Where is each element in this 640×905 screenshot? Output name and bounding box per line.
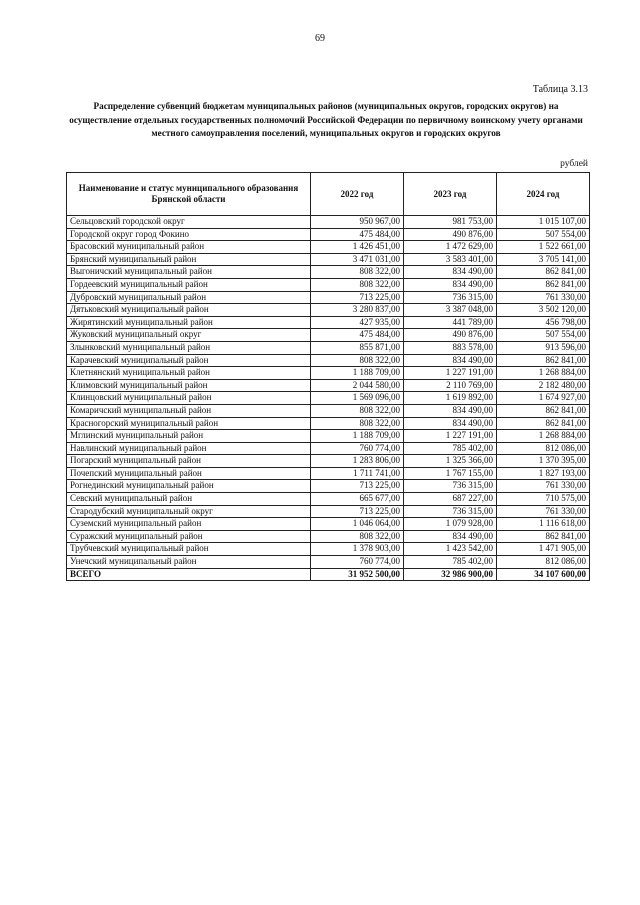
cell-2022: 1 426 451,00	[311, 241, 404, 254]
cell-name: Суражский муниципальный район	[67, 530, 311, 543]
cell-2022: 3 471 031,00	[311, 253, 404, 266]
table-row	[67, 493, 590, 506]
table-row	[67, 556, 590, 569]
cell-2024: 1 268 884,00	[497, 367, 590, 380]
table-row	[67, 430, 590, 443]
cell-2023: 785 402,00	[404, 442, 497, 455]
cell-2023: 1 767 155,00	[404, 467, 497, 480]
cell-2022: 1 188 709,00	[311, 430, 404, 443]
cell-2022: 950 967,00	[311, 216, 404, 229]
cell-2022: 760 774,00	[311, 556, 404, 569]
document-title: Распределение субвенций бюджетам муниципальных районов (муниципальных округов, городских округов) на осуществление отдельных государственных полномочий Российской Федерации по первичному воинскому учету органами местного самоуправления поселений, муниципальных округов и городских округов	[69, 101, 583, 138]
cell-2022: 1 378 903,00	[311, 543, 404, 556]
cell-2023: 3 387 048,00	[404, 304, 497, 317]
table-row	[67, 392, 590, 405]
cell-2022: 713 225,00	[311, 291, 404, 304]
column-header-2024: 2024 год	[497, 173, 590, 216]
table-row	[67, 404, 590, 417]
cell-2024: 761 330,00	[497, 480, 590, 493]
cell-2024: 456 798,00	[497, 316, 590, 329]
cell-2024: 812 086,00	[497, 556, 590, 569]
cell-name: Гордеевский муниципальный район	[67, 278, 311, 291]
table-row	[67, 442, 590, 455]
table-row	[67, 216, 590, 229]
cell-2022: 427 935,00	[311, 316, 404, 329]
cell-2022: 1 188 709,00	[311, 367, 404, 380]
cell-2024: 913 596,00	[497, 341, 590, 354]
cell-2023: 736 315,00	[404, 480, 497, 493]
table-row	[67, 417, 590, 430]
cell-2022: 1 046 064,00	[311, 518, 404, 531]
cell-2022: 713 225,00	[311, 505, 404, 518]
total-2024: 34 107 600,00	[497, 568, 590, 581]
cell-2024: 1 116 618,00	[497, 518, 590, 531]
cell-2022: 808 322,00	[311, 354, 404, 367]
cell-name: Погарский муниципальный район	[67, 455, 311, 468]
cell-2022: 475 484,00	[311, 329, 404, 342]
cell-2024: 2 182 480,00	[497, 379, 590, 392]
table-row	[67, 266, 590, 279]
table-row	[67, 329, 590, 342]
cell-2022: 665 677,00	[311, 493, 404, 506]
cell-name: Городской округ город Фокино	[67, 228, 311, 241]
table-row	[67, 341, 590, 354]
table-row	[67, 505, 590, 518]
cell-name: Климовский муниципальный район	[67, 379, 311, 392]
cell-2023: 441 789,00	[404, 316, 497, 329]
table-row	[67, 291, 590, 304]
cell-2022: 3 280 837,00	[311, 304, 404, 317]
unit-label: рублей	[560, 159, 588, 169]
cell-2023: 834 490,00	[404, 266, 497, 279]
cell-name: Карачевский муниципальный район	[67, 354, 311, 367]
cell-2024: 812 086,00	[497, 442, 590, 455]
total-row	[67, 568, 590, 581]
column-header-2023: 2023 год	[404, 173, 497, 216]
table-row	[67, 530, 590, 543]
cell-2023: 1 325 366,00	[404, 455, 497, 468]
cell-2023: 834 490,00	[404, 354, 497, 367]
cell-2022: 713 225,00	[311, 480, 404, 493]
cell-2023: 490 876,00	[404, 228, 497, 241]
cell-2022: 808 322,00	[311, 404, 404, 417]
table-header-row	[67, 173, 590, 216]
table-body	[67, 216, 590, 581]
cell-2024: 1 674 927,00	[497, 392, 590, 405]
cell-name: Жирятинский муниципальный район	[67, 316, 311, 329]
cell-2022: 855 871,00	[311, 341, 404, 354]
table-row	[67, 543, 590, 556]
table-row	[67, 228, 590, 241]
cell-2024: 507 554,00	[497, 329, 590, 342]
cell-2024: 761 330,00	[497, 505, 590, 518]
cell-2024: 862 841,00	[497, 278, 590, 291]
cell-2022: 808 322,00	[311, 266, 404, 279]
cell-2022: 2 044 580,00	[311, 379, 404, 392]
cell-2023: 2 110 769,00	[404, 379, 497, 392]
cell-name: Почепский муниципальный район	[67, 467, 311, 480]
cell-2023: 1 227 191,00	[404, 430, 497, 443]
cell-name: Злынковский муниципальный район	[67, 341, 311, 354]
cell-2024: 3 502 120,00	[497, 304, 590, 317]
table-row	[67, 241, 590, 254]
cell-2023: 3 583 401,00	[404, 253, 497, 266]
cell-2023: 834 490,00	[404, 404, 497, 417]
cell-name: Трубчевский муниципальный район	[67, 543, 311, 556]
cell-2023: 736 315,00	[404, 291, 497, 304]
cell-name: Клетнянский муниципальный район	[67, 367, 311, 380]
cell-2022: 1 569 096,00	[311, 392, 404, 405]
cell-name: Дубровский муниципальный район	[67, 291, 311, 304]
cell-2023: 834 490,00	[404, 530, 497, 543]
cell-name: Жуковский муниципальный округ	[67, 329, 311, 342]
cell-name: Унечский муниципальный район	[67, 556, 311, 569]
cell-2023: 1 227 191,00	[404, 367, 497, 380]
cell-2024: 1 471 905,00	[497, 543, 590, 556]
cell-2023: 687 227,00	[404, 493, 497, 506]
total-label: ВСЕГО	[67, 568, 311, 581]
cell-2023: 1 423 542,00	[404, 543, 497, 556]
cell-2024: 1 015 107,00	[497, 216, 590, 229]
cell-name: Брянский муниципальный район	[67, 253, 311, 266]
cell-2022: 1 283 806,00	[311, 455, 404, 468]
cell-2024: 3 705 141,00	[497, 253, 590, 266]
table-row	[67, 354, 590, 367]
cell-2022: 808 322,00	[311, 530, 404, 543]
cell-2022: 808 322,00	[311, 417, 404, 430]
cell-2024: 710 575,00	[497, 493, 590, 506]
cell-2023: 834 490,00	[404, 417, 497, 430]
table-label: Таблица 3.13	[532, 84, 588, 95]
cell-2024: 1 370 395,00	[497, 455, 590, 468]
cell-2024: 507 554,00	[497, 228, 590, 241]
cell-name: Комаричский муниципальный район	[67, 404, 311, 417]
cell-2022: 475 484,00	[311, 228, 404, 241]
cell-name: Клинцовский муниципальный район	[67, 392, 311, 405]
cell-name: Навлинский муниципальный район	[67, 442, 311, 455]
cell-2024: 862 841,00	[497, 404, 590, 417]
cell-2023: 1 472 629,00	[404, 241, 497, 254]
table-row	[67, 480, 590, 493]
cell-2023: 1 079 928,00	[404, 518, 497, 531]
table-row	[67, 518, 590, 531]
table-row	[67, 467, 590, 480]
cell-2024: 862 841,00	[497, 417, 590, 430]
cell-name: Красногорский муниципальный район	[67, 417, 311, 430]
table-row	[67, 455, 590, 468]
cell-2023: 490 876,00	[404, 329, 497, 342]
page-number: 69	[315, 33, 325, 44]
table-row	[67, 316, 590, 329]
cell-2024: 862 841,00	[497, 530, 590, 543]
total-2023: 32 986 900,00	[404, 568, 497, 581]
cell-2024: 862 841,00	[497, 354, 590, 367]
cell-name: Рогнединский муниципальный район	[67, 480, 311, 493]
cell-name: Севский муниципальный район	[67, 493, 311, 506]
cell-name: Суземский муниципальный район	[67, 518, 311, 531]
cell-2023: 981 753,00	[404, 216, 497, 229]
cell-2024: 1 522 661,00	[497, 241, 590, 254]
cell-2024: 862 841,00	[497, 266, 590, 279]
cell-name: Мглинский муниципальный район	[67, 430, 311, 443]
cell-name: Сельцовский городской округ	[67, 216, 311, 229]
column-header-name: Наименование и статус муниципального образования Брянской области	[67, 173, 311, 216]
table-row	[67, 367, 590, 380]
cell-2024: 1 268 884,00	[497, 430, 590, 443]
cell-name: Выгоничский муниципальный район	[67, 266, 311, 279]
cell-2024: 1 827 193,00	[497, 467, 590, 480]
cell-2023: 834 490,00	[404, 278, 497, 291]
cell-2023: 736 315,00	[404, 505, 497, 518]
table-row	[67, 278, 590, 291]
table-row	[67, 304, 590, 317]
cell-2023: 785 402,00	[404, 556, 497, 569]
cell-2022: 1 711 741,00	[311, 467, 404, 480]
cell-name: Дятьковский муниципальный район	[67, 304, 311, 317]
cell-2023: 1 619 892,00	[404, 392, 497, 405]
total-2022: 31 952 500,00	[311, 568, 404, 581]
subvention-table	[66, 172, 590, 581]
column-header-2022: 2022 год	[311, 173, 404, 216]
table-row	[67, 379, 590, 392]
cell-2022: 808 322,00	[311, 278, 404, 291]
cell-2022: 760 774,00	[311, 442, 404, 455]
cell-2023: 883 578,00	[404, 341, 497, 354]
cell-2024: 761 330,00	[497, 291, 590, 304]
table-row	[67, 253, 590, 266]
cell-name: Брасовский муниципальный район	[67, 241, 311, 254]
cell-name: Стародубский муниципальный округ	[67, 505, 311, 518]
